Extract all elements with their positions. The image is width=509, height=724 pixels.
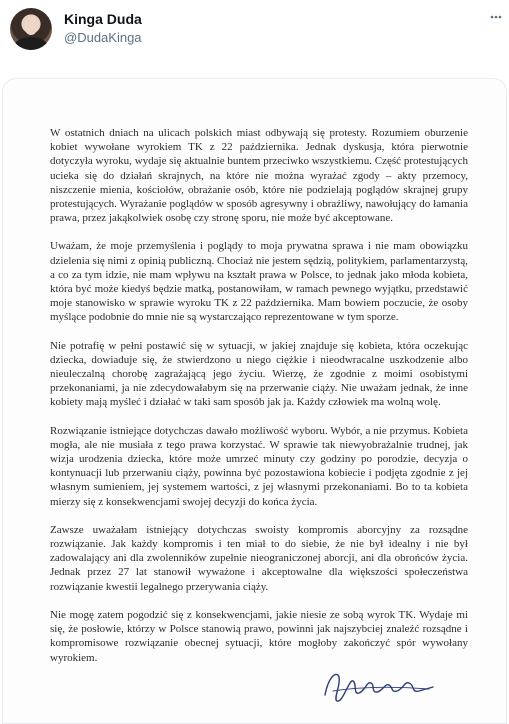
avatar-shoulders	[14, 37, 48, 50]
tweet-header	[0, 0, 509, 60]
more-dots-icon[interactable]	[487, 8, 505, 26]
letter-paragraph: W ostatnich dniach na ulicach polskich miast odbywają się protesty. Rozumiem oburzenie kobiet wywołane wyrokiem TK z 22 października. Jednak dyskusja, która pierwotnie dotyczyła wyroku, wydaje się aktualnie buntem przeciwko wszystkiemu. Część protestujących ucieka się do działań skrajnych, na które nie można wyrażać zgody – akty przemocy, niszczenie mienia, kościołów, obrażanie osób, które nie podzielają poglądów skrajnej grupy protestujących. Wyrażanie poglądów w sposób agresywny i obraźliwy, nawołujący do łamania prawa, przez jakąkolwiek osobę czy stronę sporu, nie może być akceptowane.	[50, 127, 468, 225]
letter-paragraph: Rozwiązanie istniejące dotychczas dawało możliwość wyboru. Wybór, a nie przymus. Kobieta mogła, ale nie musiała z tego prawa korzystać. W sprawie tak niewyobrażalnie trudnej, jak wizja urodzenia dziecka, które może umrzeć minuty czy godziny po porodzie, decyzja o kontynuacji lub przerwaniu ciąży, powinna być pozostawiona kobiecie i podjęta zgodnie z jej własnym sumieniem, jej systemem wartości, z jej własnymi przekonaniami. Bo to ta kobieta mierzy się z konsekwencjami swojej decyzji do końca życia.	[50, 424, 468, 508]
letter-paragraph: Nie mogę zatem pogodzić się z konsekwencjami, jakie niesie ze sobą wyrok TK. Wydaje mi się, że posłowie, którzy w Polsce stanowią prawo, powinni jak najszybciej znaleźć rozsądne i kompromisowe rozwiązanie obecnej sytuacji, które mogłoby zakończyć spór wywołany wyrokiem.	[50, 608, 468, 664]
tweet-image-letter[interactable]	[2, 78, 507, 724]
more-dots-icon-svg	[490, 15, 502, 19]
signature	[319, 665, 439, 705]
avatar[interactable]	[10, 8, 52, 50]
letter-paragraph: Uważam, że moje przemyślenia i poglądy to moja prywatna sprawa i nie mam obowiązku dzielenia się nimi z opinią publiczną. Chociaż nie jestem sędzią, polityk​iem, parlamentarzystą, a co za tym idzie, nie mam wpływu na kształt prawa w Polsce, to jednak jako młoda kobieta, która być może kiedyś będzie matką, postanowiłam, w ramach pewnego wyjątku, przedstawić moje stanowisko w sprawie wyroku TK z 22 października. Mam bowiem poczucie, że osoby myślące podobnie do mnie nie są wystarczająco reprezentowane w tym sporze.	[50, 240, 468, 324]
letter-paragraph: Zawsze uważałam istniejący dotychczas swoisty kompromis aborcyjny za rozsądne rozwiązanie. Jak każdy kompromis i ten miał to do siebie, że nie był idealny i nie był zadowalający ani dla zwolenników zupełnie nieograniczonej aborcji, ani dla obrońców życia. Jednak przez 27 lat stanowił wyważone i akceptowalne dla większości społeczeństwa rozwiązanie kwestii legalnego przerywania ciąży.	[50, 523, 468, 593]
author-handle[interactable]: @DudaKinga	[64, 30, 142, 45]
avatar-face	[24, 17, 38, 35]
letter-paragraph: Nie potrafię w pełni postawić się w sytuacji, w jakiej znajduje się kobieta, która oczekując dziecka, dowiaduje się, że stwierdzono u niego ciężkie i nieodwracalne uszkodzenie albo nieuleczalną chorobę zagrażającą jego życiu. Wierzę, że zgodnie z moimi osobistymi przekonaniami, ja nie zdecydowałabym się na przerwanie ciąży. Nie uważam jednak, że inne kobiety mają myśleć i działać w taki sam sposób jak ja. Każdy człowiek ma wolną wolę.	[50, 339, 468, 409]
author-name[interactable]: Kinga Duda	[64, 11, 142, 27]
letter-body	[50, 126, 468, 679]
